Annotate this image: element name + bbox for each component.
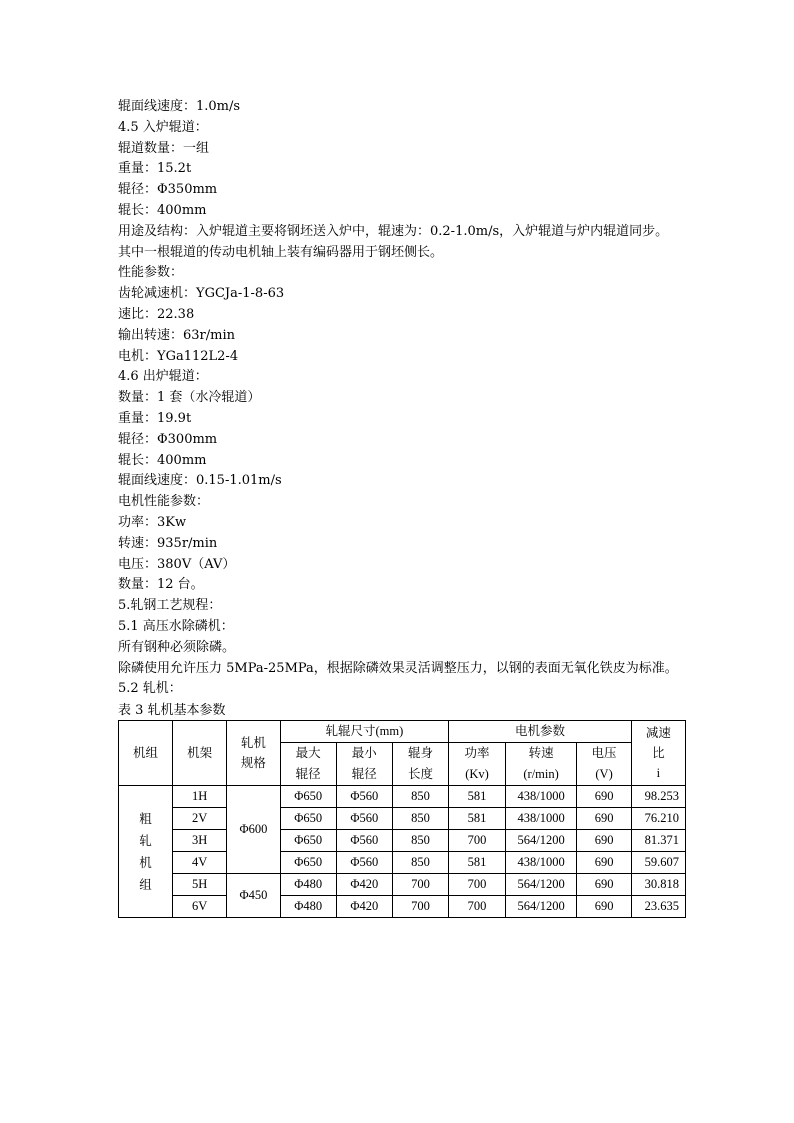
text-line: 功率：3Kw bbox=[118, 514, 187, 530]
table-row bbox=[119, 808, 686, 830]
length-cell: 850 bbox=[392, 808, 448, 830]
document-page bbox=[118, 97, 683, 918]
text-line: 转速：935r/min bbox=[118, 535, 218, 551]
ratio-cell: 23.635 bbox=[631, 896, 685, 918]
text-line: 重量：19.9t bbox=[118, 410, 192, 426]
power-cell: 700 bbox=[449, 896, 506, 918]
voltage-cell: 690 bbox=[577, 874, 632, 896]
text-line: 辊面线速度：0.15-1.01m/s bbox=[118, 473, 282, 489]
text-line: 电机：YGa112L2-4 bbox=[118, 348, 239, 364]
spec-cell: Φ600 bbox=[227, 786, 280, 874]
header-ratio: 减速比 i bbox=[631, 721, 685, 786]
speed-cell: 564/1200 bbox=[505, 896, 576, 918]
max-dia-cell: Φ650 bbox=[280, 852, 336, 874]
power-cell: 581 bbox=[449, 852, 506, 874]
speed-cell: 438/1000 bbox=[505, 786, 576, 808]
header-barrel-length: 辊身 长度 bbox=[392, 743, 448, 786]
min-dia-cell: Φ420 bbox=[336, 896, 392, 918]
text-line: 所有钢种必须除磷。 bbox=[118, 639, 236, 655]
header-stand: 机架 bbox=[173, 721, 227, 786]
table-row bbox=[119, 874, 686, 896]
section-heading: 4.6 出炉辊道： bbox=[118, 369, 208, 385]
group-name-cell: 粗 轧 机 组 bbox=[119, 786, 173, 918]
header-voltage: 电压 (V) bbox=[577, 743, 632, 786]
max-dia-cell: Φ650 bbox=[280, 830, 336, 852]
ratio-cell: 76.210 bbox=[631, 808, 685, 830]
ratio-cell: 30.818 bbox=[631, 874, 685, 896]
text-line: 辊径：Φ350mm bbox=[118, 182, 218, 198]
text-line: 辊长：400mm bbox=[118, 452, 207, 468]
section-heading: 5.1 高压水除磷机： bbox=[118, 618, 234, 634]
header-power: 功率 (Kv) bbox=[449, 743, 506, 786]
min-dia-cell: Φ560 bbox=[336, 786, 392, 808]
max-dia-cell: Φ480 bbox=[280, 874, 336, 896]
max-dia-cell: Φ480 bbox=[280, 896, 336, 918]
text-line: 辊面线速度：1.0m/s bbox=[118, 99, 241, 114]
text-line: 数量：12 台。 bbox=[118, 577, 204, 593]
voltage-cell: 690 bbox=[577, 896, 632, 918]
text-line: 重量：15.2t bbox=[118, 161, 192, 177]
stand-cell: 4V bbox=[173, 852, 227, 874]
power-cell: 700 bbox=[449, 830, 506, 852]
table-row bbox=[119, 896, 686, 918]
length-cell: 700 bbox=[392, 896, 448, 918]
header-spec: 轧机规格 bbox=[227, 721, 280, 786]
text-line: 速比：22.38 bbox=[118, 306, 195, 322]
header-speed: 转速 (r/min) bbox=[505, 743, 576, 786]
text-line: 电压：380V（AV） bbox=[118, 556, 236, 572]
section-heading: 5.轧钢工艺规程： bbox=[118, 598, 222, 614]
min-dia-cell: Φ420 bbox=[336, 874, 392, 896]
text-line: 辊道数量：一组 bbox=[118, 140, 210, 156]
voltage-cell: 690 bbox=[577, 852, 632, 874]
stand-cell: 1H bbox=[173, 786, 227, 808]
voltage-cell: 690 bbox=[577, 830, 632, 852]
voltage-cell: 690 bbox=[577, 808, 632, 830]
header-max-dia: 最大 辊径 bbox=[280, 743, 336, 786]
ratio-cell: 98.253 bbox=[631, 786, 685, 808]
table-row bbox=[119, 830, 686, 852]
mill-parameters-table bbox=[118, 720, 686, 918]
table-row bbox=[119, 852, 686, 874]
length-cell: 850 bbox=[392, 786, 448, 808]
text-line: 数量：1 套（水冷辊道） bbox=[118, 390, 261, 406]
speed-cell: 438/1000 bbox=[505, 852, 576, 874]
text-line: 性能参数： bbox=[118, 265, 184, 281]
speed-cell: 564/1200 bbox=[505, 830, 576, 852]
usage-paragraph: 用途及结构：入炉辊道主要将钢坯送入炉中，辊速为：0.2-1.0m/s，入炉辊道与炉内辊道同步。其中一根辊道的传动电机轴上装有编码器用于钢坯侧长。 bbox=[118, 223, 669, 260]
length-cell: 850 bbox=[392, 830, 448, 852]
min-dia-cell: Φ560 bbox=[336, 830, 392, 852]
section-heading: 5.2 轧机： bbox=[118, 681, 182, 697]
text-line: 辊径：Φ300mm bbox=[118, 431, 218, 447]
power-cell: 581 bbox=[449, 808, 506, 830]
text-line: 辊长：400mm bbox=[118, 202, 207, 218]
stand-cell: 6V bbox=[173, 896, 227, 918]
text-line: 电机性能参数： bbox=[118, 494, 210, 510]
header-motor: 电机参数 bbox=[449, 721, 632, 743]
power-cell: 700 bbox=[449, 874, 506, 896]
max-dia-cell: Φ650 bbox=[280, 786, 336, 808]
table-row bbox=[119, 786, 686, 808]
length-cell: 850 bbox=[392, 852, 448, 874]
speed-cell: 564/1200 bbox=[505, 874, 576, 896]
header-group: 机组 bbox=[119, 721, 173, 786]
voltage-cell: 690 bbox=[577, 786, 632, 808]
stand-cell: 3H bbox=[173, 830, 227, 852]
ratio-cell: 81.371 bbox=[631, 830, 685, 852]
ratio-cell: 59.607 bbox=[631, 852, 685, 874]
table-caption: 表 3 轧机基本参数 bbox=[118, 703, 226, 719]
section-heading: 4.5 入炉辊道： bbox=[118, 119, 208, 135]
text-line: 齿轮减速机：YGCJa-1-8-63 bbox=[118, 286, 285, 302]
stand-cell: 5H bbox=[173, 874, 227, 896]
descaling-paragraph: 除磷使用允许压力 5MPa-25MPa，根据除磷效果灵活调整压力，以钢的表面无氧化铁皮为标准。 bbox=[118, 660, 678, 676]
max-dia-cell: Φ650 bbox=[280, 808, 336, 830]
header-min-dia: 最小 辊径 bbox=[336, 743, 392, 786]
spec-cell: Φ450 bbox=[227, 874, 280, 918]
power-cell: 581 bbox=[449, 786, 506, 808]
text-line: 输出转速：63r/min bbox=[118, 327, 235, 343]
stand-cell: 2V bbox=[173, 808, 227, 830]
length-cell: 700 bbox=[392, 874, 448, 896]
speed-cell: 438/1000 bbox=[505, 808, 576, 830]
min-dia-cell: Φ560 bbox=[336, 808, 392, 830]
header-roll-size: 轧辊尺寸(mm) bbox=[280, 721, 449, 743]
min-dia-cell: Φ560 bbox=[336, 852, 392, 874]
